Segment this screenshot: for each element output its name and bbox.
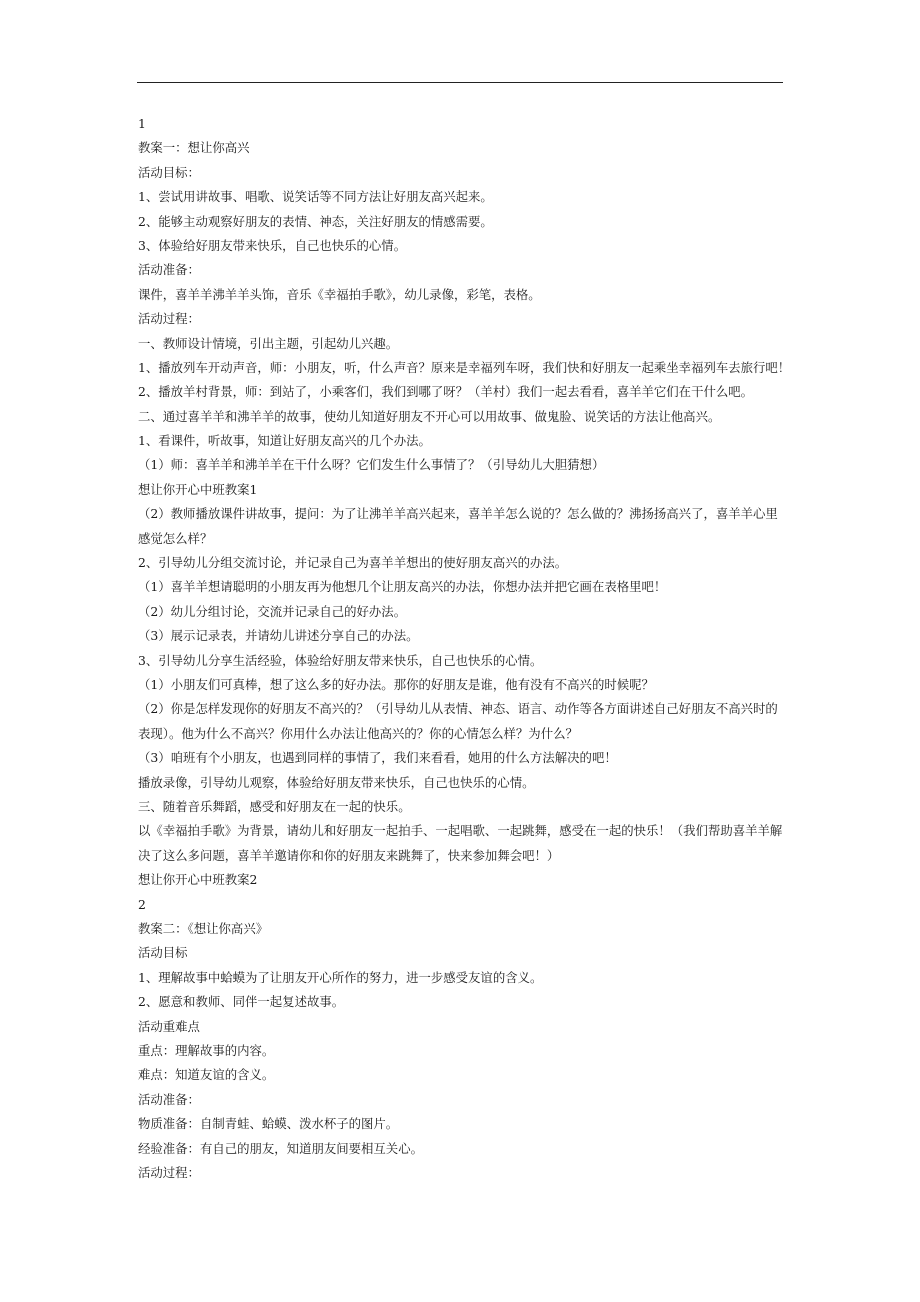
- paragraph: （1）小朋友们可真棒，想了这么多的好办法。那你的好朋友是谁，他有没有不高兴的时候呢？: [138, 677, 654, 693]
- paragraph: 播放录像，引导幼儿观察，体验给好朋友带来快乐，自己也快乐的心情。: [138, 774, 535, 790]
- header-rule: [137, 82, 783, 83]
- paragraph: （3）展示记录表，并请幼儿讲述分享自己的办法。: [138, 628, 419, 644]
- section-number: 2: [138, 896, 146, 912]
- paragraph: 2、愿意和教师、同伴一起复述故事。: [138, 994, 345, 1010]
- paragraph: 重点：理解故事的内容。: [138, 1042, 275, 1058]
- paragraph: 3、引导幼儿分享生活经验，体验给好朋友带来快乐，自己也快乐的心情。: [138, 652, 543, 668]
- paragraph: （2）幼儿分组讨论，交流并记录自己的好办法。: [138, 603, 407, 619]
- paragraph: 二、通过喜羊羊和沸羊羊的故事，使幼儿知道好朋友不开心可以用故事、做鬼脸、说笑话的方法让他高兴。: [138, 408, 721, 424]
- paragraph: 物质准备：自制青蛙、蛤蟆、泼水杯子的图片。: [138, 1116, 399, 1132]
- paragraph: 1、理解故事中蛤蟆为了让朋友开心所作的努力，进一步感受友谊的含义。: [138, 969, 543, 985]
- paragraph: 3、体验给好朋友带来快乐，自己也快乐的心情。: [138, 237, 407, 253]
- lesson-title: 教案一：想让你高兴: [138, 140, 250, 156]
- paragraph: 2、引导幼儿分组交流讨论，并记录自己为喜羊羊想出的使好朋友高兴的办法。: [138, 555, 568, 571]
- paragraph: 1、尝试用讲故事、唱歌、说笑话等不同方法让好朋友高兴起来。: [138, 189, 493, 205]
- paragraph: 1、看课件，听故事，知道让好朋友高兴的几个办法。: [138, 433, 431, 449]
- section-heading: 活动重难点: [138, 1018, 200, 1034]
- paragraph: （1）师：喜羊羊和沸羊羊在干什么呀？它们发生什么事情了？（引导幼儿大胆猜想）: [138, 457, 605, 473]
- document-body: [138, 112, 791, 1185]
- paragraph: （2）教师播放课件讲故事，提问：为了让沸羊羊高兴起来，喜羊羊怎么说的？怎么做的？沸扬扬高兴了，喜羊羊心里感觉怎么样？: [138, 506, 778, 546]
- section-heading: 活动准备：: [138, 262, 200, 278]
- section-heading: 活动准备：: [138, 1091, 200, 1107]
- paragraph: 2、能够主动观察好朋友的表情、神态，关注好朋友的情感需要。: [138, 213, 493, 229]
- section-number: 1: [138, 116, 146, 131]
- paragraph: （3）咱班有个小朋友，也遇到同样的事情了，我们来看看，她用的什么方法解决的吧！: [138, 750, 617, 766]
- paragraph: 想让你开心中班教案2: [138, 872, 258, 888]
- paragraph: 经验准备：有自己的朋友，知道朋友间要相互关心。: [138, 1140, 423, 1156]
- section-heading: 活动过程：: [138, 1164, 200, 1180]
- lesson-title: 教案二：《想让你高兴》: [138, 920, 269, 936]
- paragraph: 以《幸福拍手歌》为背景，请幼儿和好朋友一起拍手、一起唱歌、一起跳舞，感受在一起的快乐！（我们帮助喜羊羊解决了这么多问题，喜羊羊邀请你和你的好朋友来跳舞了，快来参加舞会吧！）: [138, 823, 783, 863]
- paragraph: 课件，喜羊羊沸羊羊头饰，音乐《幸福拍手歌》，幼儿录像，彩笔，表格。: [138, 286, 541, 302]
- paragraph: 1、播放列车开动声音，师：小朋友，听，什么声音？原来是幸福列车呀，我们快和好朋友一起乘坐幸福列车去旅行吧！: [138, 359, 791, 375]
- section-heading: 活动目标：: [138, 164, 200, 180]
- section-heading: 活动目标: [138, 945, 188, 961]
- paragraph: 2、播放羊村背景，师：到站了，小乘客们，我们到哪了呀？（羊村）我们一起去看看，喜羊羊它们在干什么吧。: [138, 384, 754, 400]
- section-heading: 活动过程：: [138, 311, 200, 327]
- paragraph: （2）你是怎样发现你的好朋友不高兴的？（引导幼儿从表情、神态、语言、动作等各方面讲述自己好朋友不高兴时的表现）。他为什么不高兴？你用什么办法让他高兴的？你的心情怎么样？为什么？: [138, 701, 778, 741]
- paragraph: 难点：知道友谊的含义。: [138, 1067, 275, 1083]
- paragraph: 三、随着音乐舞蹈，感受和好朋友在一起的快乐。: [138, 799, 411, 814]
- paragraph: 想让你开心中班教案1: [138, 481, 258, 497]
- paragraph: 一、教师设计情境，引出主题，引起幼儿兴趣。: [138, 335, 399, 351]
- paragraph: （1）喜羊羊想请聪明的小朋友再为他想几个让朋友高兴的办法，你想办法并把它画在表格里吧！: [138, 579, 667, 595]
